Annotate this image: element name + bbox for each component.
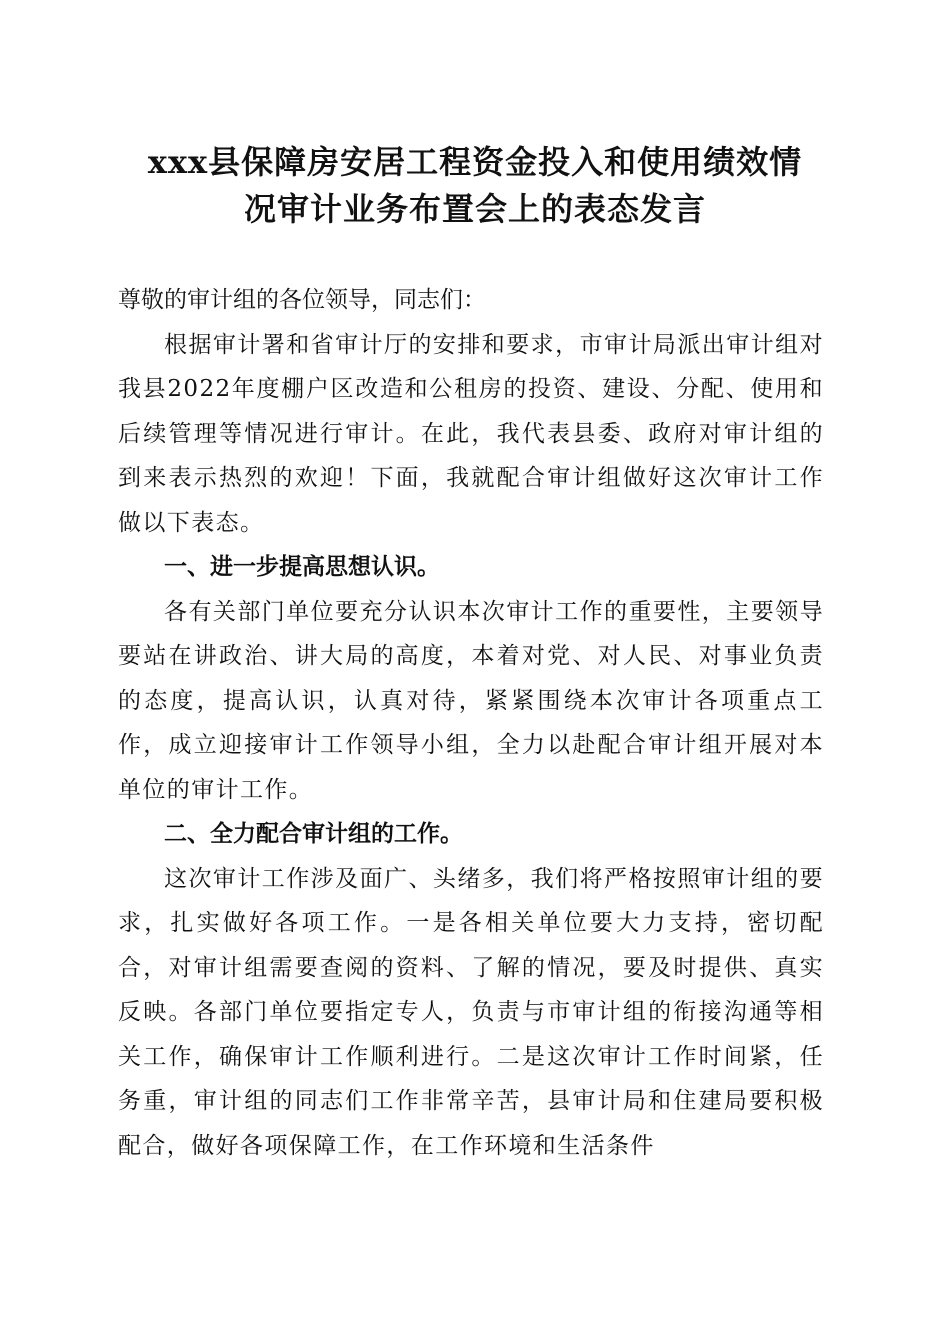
paragraph-intro: 根据审计署和省审计厅的安排和要求，市审计局派出审计组对我县2022年度棚户区改造和公租房的投资、建设、分配、使用和后续管理等情况进行审计。在此，我代表县委、政府对审计组的到来表示热烈的欢迎！下面，我就配合审计组做好这次审计工作做以下表态。 (118, 331, 824, 536)
salutation: 尊敬的审计组的各位领导，同志们： (118, 287, 486, 313)
document-title-line-1: xxx县保障房安居工程资金投入和使用绩效情 (147, 143, 803, 181)
paragraph-section-1: 各有关部门单位要充分认识本次审计工作的重要性，主要领导要站在讲政治、讲大局的高度，本着对党、对人民、对事业负责的态度，提高认识，认真对待，紧紧围绕本次审计各项重点工作，成立迎接审计工作领导小组，全力以赴配合审计组开展对本单位的审计工作。 (118, 598, 824, 803)
paragraph-section-2: 这次审计工作涉及面广、头绪多，我们将严格按照审计组的要求，扎实做好各项工作。一是各相关单位要大力支持，密切配合，对审计组需要查阅的资料、了解的情况，要及时提供、真实反映。各部门单位要指定专人，负责与市审计组的衔接沟通等相关工作，确保审计工作顺利进行。二是这次审计工作时间紧，任务重，审计组的同志们工作非常辛苦，县审计局和住建局要积极配合，做好各项保障工作，在工作环境和生活条件 (118, 865, 824, 1159)
section-heading-2: 二、全力配合审计组的工作。 (164, 821, 463, 847)
section-heading-1: 一、进一步提高思想认识。 (164, 554, 440, 580)
document-body (118, 278, 824, 1168)
document-title-line-2: 况审计业务布置会上的表态发言 (243, 190, 706, 228)
